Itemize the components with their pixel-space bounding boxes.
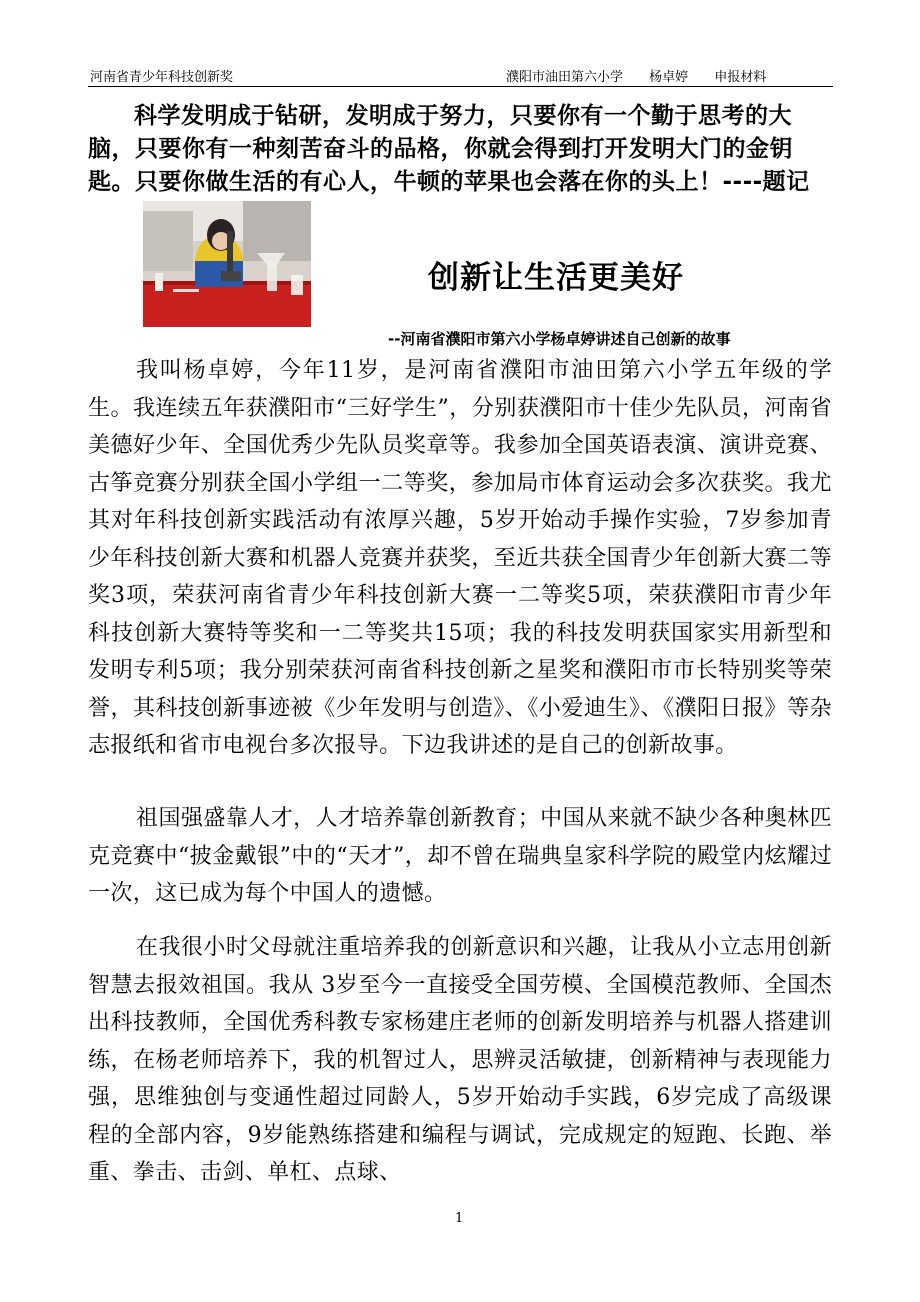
- paragraph-talent: 祖国强盛靠人才，人才培养靠创新教育；中国从来就不缺少各种奥林匹克竞赛中“披金戴银”中的“天才”，却不曾在瑞典皇家科学院的殿堂内炫耀过一次，这已成为每个中国人的遗憾。: [88, 806, 832, 906]
- article-subtitle: --河南省濮阳市第六小学杨卓婷讲述自己创新的故事: [388, 330, 731, 348]
- epigraph: 科学发明成于钻研，发明成于努力，只要你有一个勤于思考的大脑，只要你有一种刻苦奋斗的品格，你就会得到打开发明大门的金钥匙。只要你做生活的有心人，牛顿的苹果也会落在你的头上！----题记: [88, 103, 810, 195]
- header-author: 杨卓婷: [649, 70, 689, 85]
- header-right-info: [506, 66, 788, 85]
- article-title: 创新让生活更美好: [428, 260, 684, 296]
- paragraph-childhood: 在我很小时父母就注重培养我的创新意识和兴趣，让我从小立志用创新智慧去报效祖国。我从 3岁至今一直接受全国劳模、全国模范教师、全国杰出科技教师，全国优秀科教专家杨建庄老师的创新发明培养与机器人搭建训练，在杨老师培养下，我的机智过人，思辨灵活敏捷，创新精神与表现能力强，思维独创与变通性超过同龄人，5岁开始动手实践，6岁完成了高级课程的全部内容，9岁能熟练搭建和编程与调试，完成规定的短跑、长跑、举重、拳击、击剑、单杠、点球、: [88, 935, 832, 1185]
- header-award-name: 河南省青少年科技创新奖: [90, 70, 234, 85]
- page-number: 1: [455, 1211, 464, 1226]
- header-school: 濮阳市油田第六小学: [506, 70, 624, 85]
- paragraph-intro: 我叫杨卓婷，今年11岁，是河南省濮阳市油田第六小学五年级的学生。我连续五年获濮阳市“三好学生”，分别获濮阳市十佳少先队员，河南省美德好少年、全国优秀少先队员奖章等。我参加全国英语表演、演讲竞赛、古筝竞赛分别获全国小学组一二等奖，参加局市体育运动会多次获奖。我尤其对年科技创新实践活动有浓厚兴趣，5岁开始动手操作实验，7岁参加青少年科技创新大赛和机器人竞赛并获奖，至近共获全国青少年创新大赛二等奖3项，荣获河南省青少年科技创新大赛一二等奖5项，荣获濮阳市青少年科技创新大赛特等奖和一二等奖共15项；我的科技发明获国家实用新型和发明专利5项；我分别荣获河南省科技创新之星奖和濮阳市市长特别奖等荣誉，其科技创新事迹被《少年发明与创造》、《小爱迪生》、《濮阳日报》等杂志报纸和省市电视台多次报导。下边我讲述的是自己的创新故事。: [88, 358, 832, 758]
- page-header: [88, 66, 833, 87]
- student-photo: [143, 201, 311, 327]
- header-doc-type: 申报材料: [714, 70, 767, 85]
